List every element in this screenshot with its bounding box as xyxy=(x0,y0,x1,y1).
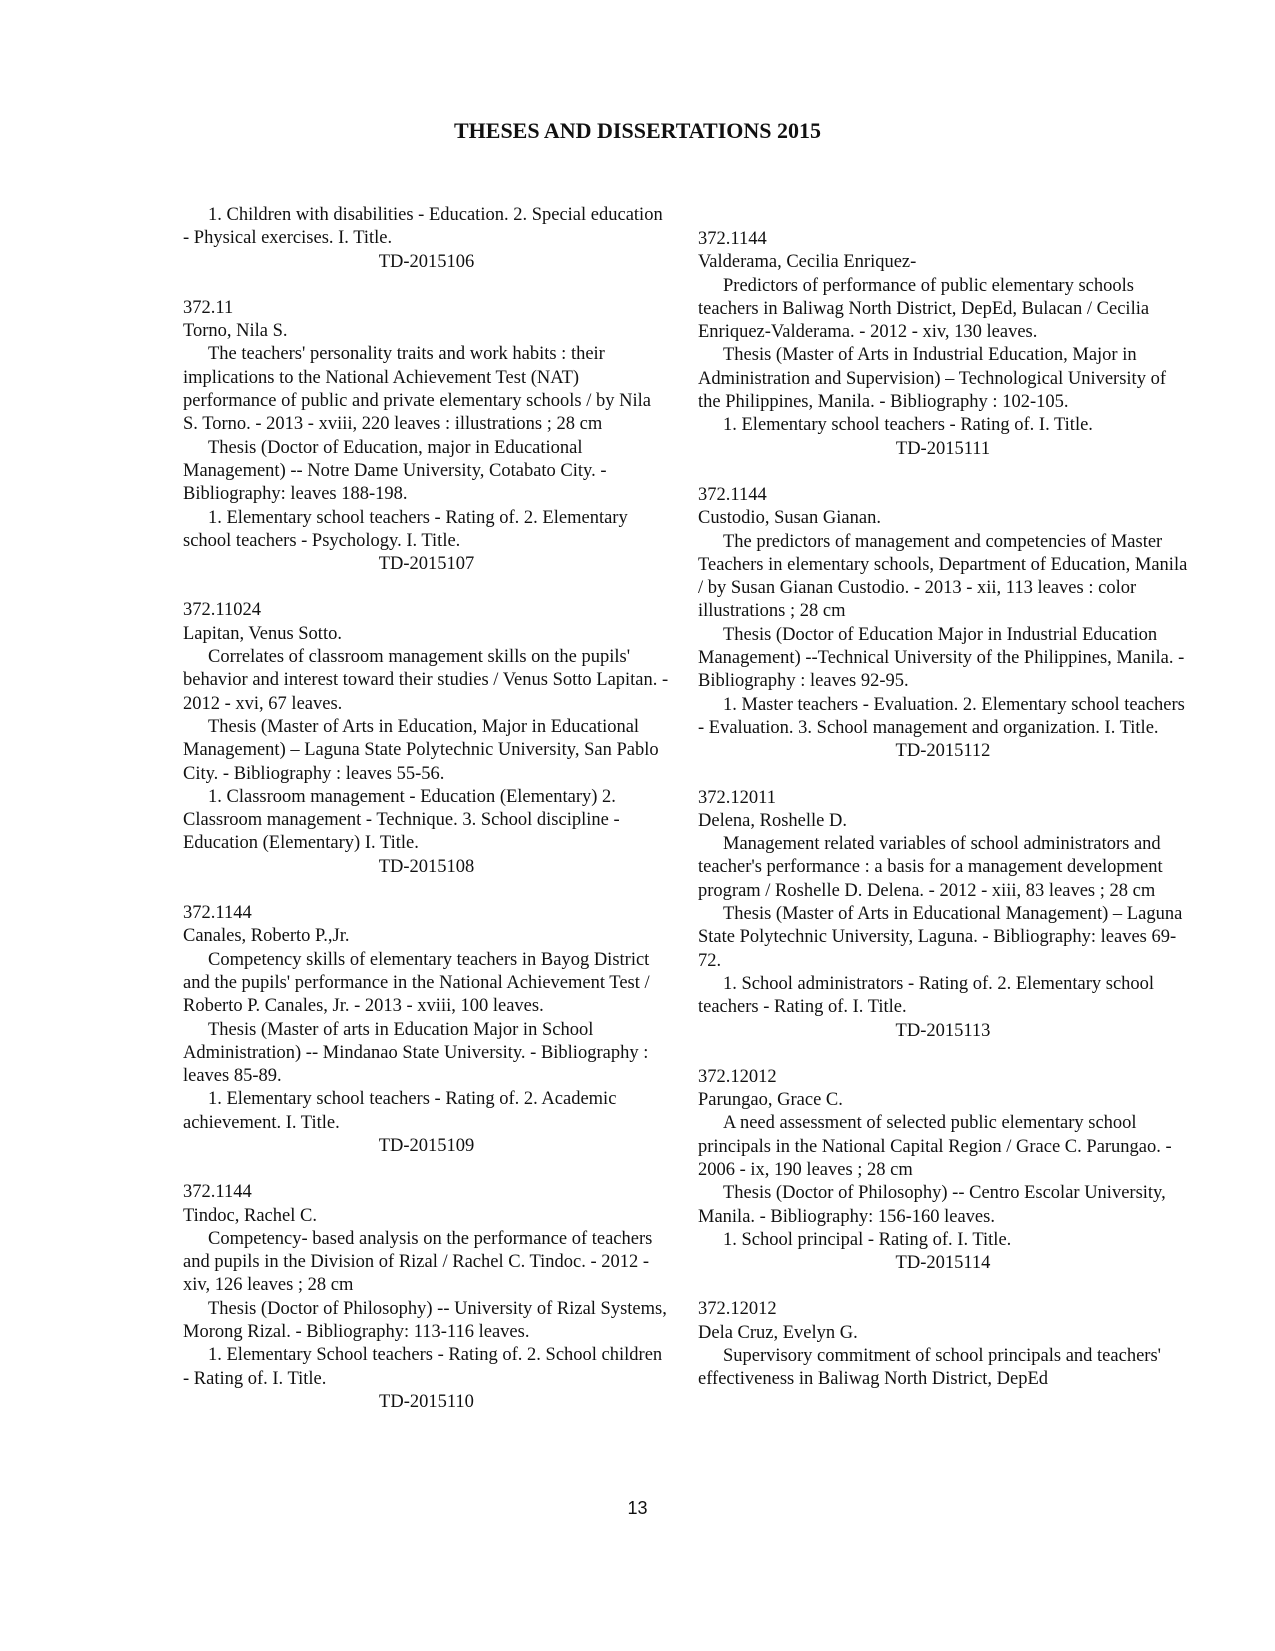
entry-author: Tindoc, Rachel C. xyxy=(183,1205,317,1226)
entry-thesis-note: Thesis (Master of Arts in Education, Major in Educational Management) – Laguna State Polytechnic University, San Pablo City. - Bibliography : leaves 55-56. xyxy=(183,716,659,784)
entry-author: Delena, Roshelle D. xyxy=(698,810,847,831)
catalog-entry xyxy=(698,1298,1188,1391)
entry-call-number: 372.1144 xyxy=(698,484,767,505)
entry-td-number: TD-2015110 xyxy=(379,1391,474,1412)
entry-td-number: TD-2015107 xyxy=(378,554,475,575)
entry-subjects: 1. Elementary school teachers - Rating of. 2. Academic achievement. I. Title. xyxy=(183,1089,617,1133)
page-title: THESES AND DISSERTATIONS 2015 xyxy=(453,118,822,143)
entry-subjects: 1. Elementary School teachers - Rating of. 2. School children - Rating of. I. Title. xyxy=(183,1345,663,1389)
entry-thesis-note: Thesis (Doctor of Philosophy) -- Centro Escolar University, Manila. - Bibliography: 156-160 leaves. xyxy=(698,1183,1166,1227)
entry-thesis-note: Thesis (Master of arts in Education Major in School Administration) -- Mindanao State University. - Bibliography : leaves 85-89. xyxy=(183,1019,649,1087)
right-column xyxy=(698,228,1188,1392)
entry-call-number: 372.12012 xyxy=(698,1066,777,1087)
entry-author: Parungao, Grace C. xyxy=(698,1090,843,1111)
entry-td-number: TD-2015108 xyxy=(378,856,475,877)
entry-call-number: 372.1144 xyxy=(698,229,767,249)
entry-author: Valderama, Cecilia Enriquez- xyxy=(698,252,917,273)
left-column xyxy=(183,204,670,1414)
entry-title: Competency skills of elementary teachers in Bayog District and the pupils' performance in the National Achievement Test / Roberto P. Canales, Jr. - 2013 - xviii, 100 leaves. xyxy=(183,949,650,1017)
entry-title: The predictors of management and competencies of Master Teachers in elementary schools, Department of Education, Manila / by Susan Gianan Custodio. - 2013 - xii, 113 leaves : color illustrations ; 28 cm xyxy=(698,531,1188,622)
entry-author: Custodio, Susan Gianan. xyxy=(698,508,881,529)
catalog-entry xyxy=(698,228,1188,461)
entry-td-number: TD-2015109 xyxy=(378,1135,475,1156)
entry-call-number: 372.12012 xyxy=(698,1299,777,1320)
entry-title: Competency- based analysis on the performance of teachers and pupils in the Division of Rizal / Rachel C. Tindoc. - 2012 - xiv, 126 leaves ; 28 cm xyxy=(183,1228,653,1296)
entry-title: Supervisory commitment of school principals and teachers' effectiveness in Baliwag North District, DepEd xyxy=(698,1346,1161,1390)
entry-title: Correlates of classroom management skills on the pupils' behavior and interest toward their studies / Venus Sotto Lapitan. - 2012 - xvi, 67 leaves. xyxy=(183,647,669,714)
entry-subjects: 1. Elementary school teachers - Rating of. 2. Elementary school teachers - Psychology. I. Title. xyxy=(183,507,628,551)
catalog-entry xyxy=(698,787,1188,1043)
entry-author: Canales, Roberto P.,Jr. xyxy=(183,926,350,947)
entry-call-number: 372.1144 xyxy=(183,903,252,924)
entry-call-number: 372.11 xyxy=(183,297,234,318)
page-number: 13 xyxy=(627,1498,648,1518)
entry-call-number: 372.11024 xyxy=(183,600,261,621)
catalog-entry xyxy=(183,1181,670,1414)
catalog-entry xyxy=(183,297,670,577)
catalog-entry xyxy=(698,1066,1188,1276)
catalog-entry xyxy=(698,484,1188,764)
entry-title: Management related variables of school administrators and teacher's performance : a basis for a management development program / Roshelle D. Delena. - 2012 - xiii, 83 leaves ; 28 cm xyxy=(698,834,1163,901)
entry-call-number: 372.1144 xyxy=(183,1182,252,1203)
entry-author: Lapitan, Venus Sotto. xyxy=(183,623,342,644)
entry-thesis-note: Thesis (Doctor of Philosophy) -- University of Rizal Systems, Morong Rizal. - Bibliography: 113-116 leaves. xyxy=(183,1298,667,1343)
entry-title: Predictors of performance of public elementary schools teachers in Baliwag North District, DepEd, Bulacan / Cecilia Enriquez-Valderama. - 2012 - xiv, 130 leaves. xyxy=(698,275,1150,343)
entry-subjects: 1. School principal - Rating of. I. Title. xyxy=(723,1229,1012,1250)
catalog-entry xyxy=(183,599,670,879)
entry-td-number: TD-2015112 xyxy=(895,741,991,762)
entry-subjects: 1. Master teachers - Evaluation. 2. Elementary school teachers - Evaluation. 3. School management and organization. I. Title. xyxy=(698,694,1185,738)
entry-td-number: TD-2015114 xyxy=(895,1253,991,1274)
entry-subjects: 1. Children with disabilities - Education. 2. Special education - Physical exercises. I. Title. xyxy=(183,205,663,249)
catalog-entry xyxy=(183,204,670,274)
entry-subjects: 1. Elementary school teachers - Rating of. I. Title. xyxy=(723,415,1093,436)
entry-call-number: 372.12011 xyxy=(698,787,776,808)
entry-subjects: 1. School administrators - Rating of. 2. Elementary school teachers - Rating of. I. Title. xyxy=(698,973,1155,1018)
entry-thesis-note: Thesis (Doctor of Education, major in Educational Management) -- Notre Dame University, Cotabato City. - Bibliography: leaves 188-198. xyxy=(183,437,607,505)
entry-td-number: TD-2015106 xyxy=(378,251,475,272)
entry-td-number: TD-2015111 xyxy=(895,438,991,459)
entry-author: Dela Cruz, Evelyn G. xyxy=(698,1322,858,1343)
entry-td-number: TD-2015113 xyxy=(895,1020,991,1041)
catalog-entry xyxy=(183,902,670,1158)
entry-author: Torno, Nila S. xyxy=(183,321,288,342)
entry-title: A need assessment of selected public elementary school principals in the National Capital Region / Grace C. Parungao. - 2006 - ix, 190 leaves ; 28 cm xyxy=(698,1113,1172,1180)
entry-subjects: 1. Classroom management - Education (Elementary) 2. Classroom management - Technique. 3. School discipline - Education (Elementary) I. Title. xyxy=(183,786,620,854)
entry-thesis-note: Thesis (Master of Arts in Educational Management) – Laguna State Polytechnic University, Laguna. - Bibliography: leaves 69-72. xyxy=(698,904,1183,971)
entry-thesis-note: Thesis (Doctor of Education Major in Industrial Education Management) --Technical University of the Philippines, Manila. - Bibliography : leaves 92-95. xyxy=(698,624,1185,692)
entry-title: The teachers' personality traits and work habits : their implications to the National Achievement Test (NAT) performance of public and private elementary schools / by Nila S. Torno. - 2013 - xviii, 220 leaves : illustrations ; 28 cm xyxy=(183,344,651,435)
entry-thesis-note: Thesis (Master of Arts in Industrial Education, Major in Administration and Supervision) – Technological University of the Philippines, Manila. - Bibliography : 102-105. xyxy=(698,345,1166,413)
